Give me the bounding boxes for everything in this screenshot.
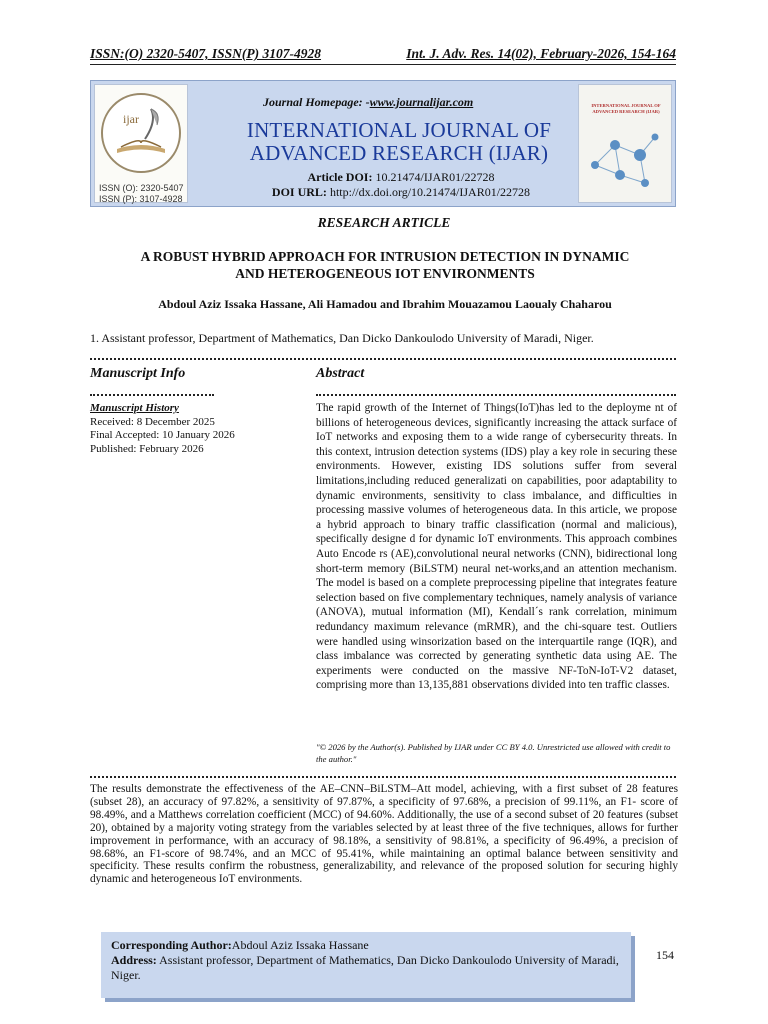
corresponding-author-label: Corresponding Author: <box>111 938 232 952</box>
molecule-graphic-icon <box>585 125 667 197</box>
journal-title-line2: ADVANCED RESEARCH (IJAR) <box>249 141 549 165</box>
paper-title-line2: AND HETEROGENEOUS IOT ENVIRONMENTS <box>235 266 535 281</box>
doi-url-link[interactable]: http://dx.doi.org/10.21474/IJAR01/22728 <box>329 185 531 199</box>
address-label: Address: <box>111 953 157 967</box>
abstract-body: The rapid growth of the Internet of Things(IoT)has led to the deployme nt of billions of heterogeneous devices, significantly increasing the attack surface of IoT networks and exposing them to a wide range of cybersecurity threats. In this context, intrusion detection systems (IDS) play a key role in securing these environments. However, existing IDS solutions suffer from several limitations,including reduced generalizati on capabilities, poor adaptability to dynamic environments, sensitivity to class imbalance, and difficulties in processing massive volumes of heterogeneous data. In this article, we propose a hybrid approach to binary traffic classification (normal and malicious), specifically designe d for dynamic IoT environments. This approach combines Auto Encode rs (AE),convolutional neural networks (CNN), bidirectional long short-term memory (BiLSTM) neural net-works,and an attention mechanism. The model is based on a complete preprocessing pipeline that integrates feature selection based on five complementary techniques, namely analysis of variance (ANOVA), mutual information (MI), Kendall´s rank correlation, minimum redundancy maximum relevance (mRMR), and the chi-square test. Outliers were handled using winsorization based on the interquartile range (IQR), and class imbalance was corrected by generating synthetic data using AE. The experiments were conducted on the massive NF-ToN-IoT-V2 dataset, comprising more than 13,135,881 observations divided into ten traffic classes. <box>316 402 677 692</box>
running-head <box>90 46 676 65</box>
paper-title-line1: A ROBUST HYBRID APPROACH FOR INTRUSION DETECTION IN DYNAMIC <box>140 249 630 264</box>
article-doi <box>241 170 561 184</box>
doi-url <box>241 185 561 199</box>
corresponding-author-box <box>101 932 631 998</box>
banner-issn-o: ISSN (O): 2320-5407 <box>99 183 184 193</box>
manuscript-history-title: Manuscript History <box>90 402 179 414</box>
divider <box>90 776 676 778</box>
banner-issn-p: ISSN (P): 3107-4928 <box>99 194 183 204</box>
journal-title-line1: INTERNATIONAL JOURNAL OF <box>246 118 552 142</box>
logo-text: ijar <box>123 112 139 126</box>
journal-title <box>219 119 579 165</box>
license-note: "© 2026 by the Author(s). Published by IJAR under CC BY 4.0. Unrestricted use allowed with credit to the author." <box>316 742 671 764</box>
manuscript-history <box>90 402 300 456</box>
author-affiliation: 1. Assistant professor, Department of Mathematics, Dan Dicko Dankoulodo University of Maradi, Niger. <box>90 331 594 345</box>
article-type: RESEARCH ARTICLE <box>317 215 451 230</box>
doi-url-label: DOI URL: <box>271 185 327 199</box>
corresponding-author-name: Abdoul Aziz Issaka Hassane <box>231 938 369 952</box>
paper-title <box>100 248 670 282</box>
divider <box>90 394 214 396</box>
accepted-date: Final Accepted: 10 January 2026 <box>90 429 235 441</box>
received-date: Received: 8 December 2025 <box>90 415 215 428</box>
homepage-link[interactable]: www.journalijar.com <box>369 95 474 109</box>
journal-homepage <box>263 95 473 110</box>
divider <box>316 394 676 396</box>
homepage-label: Journal Homepage: - <box>263 95 370 109</box>
journal-logo <box>94 84 188 203</box>
corresponding-address: Assistant professor, Department of Mathematics, Dan Dicko Dankoulodo University of Maradi, Niger. <box>111 953 619 982</box>
abstract-heading: Abstract <box>316 366 365 381</box>
journal-cover-thumbnail <box>578 84 672 203</box>
author-list: Abdoul Aziz Issaka Hassane, Ali Hamadou and Ibrahim Mouazamou Laoualy Chaharou <box>158 297 612 311</box>
banner-issn <box>99 183 189 205</box>
manuscript-info-heading: Manuscript Info <box>90 366 186 381</box>
ijar-logo-icon <box>99 91 183 175</box>
journal-banner <box>90 80 676 207</box>
page-number: 154 <box>656 948 674 962</box>
article-doi-value: 10.21474/IJAR01/22728 <box>375 170 495 184</box>
abstract-results-paragraph: The results demonstrate the effectiveness of the AE–CNN–BiLSTM–Att model, achieving, with a first subset of 28 features (subset 28), an accuracy of 97.82%, a sensitivity of 97.87%, a specificity of 97.68%, a precision of 99.11%, an F1- score of 98.49%, and a Matthews correlation coefficient (MCC) of 94.60%. Additionally, the use of a second subset of 20 features (subset 20), obtained by a majority voting strategy from the variables selected by at least three of the five techniques, allows for further improvement in performance, with an accuracy of 98.18%, a sensitivity of 98.81%, a specificity of 96.49%, a precision of 98.68%, an F1-score of 98.74%, and an MCC of 95.41%, while maintaining an optimal balance between sensitivity and specificity. These results confirm the robustness, generalizability, and relevance of the proposed solution for securing highly dynamic and heterogeneous IoT environments. <box>90 783 678 886</box>
running-head-citation: Int. J. Adv. Res. 14(02), February-2026, 154-164 <box>406 46 676 61</box>
divider <box>90 358 676 360</box>
article-doi-label: Article DOI: <box>307 170 373 184</box>
published-date: Published: February 2026 <box>90 442 204 455</box>
running-head-issn: ISSN:(O) 2320-5407, ISSN(P) 3107-4928 <box>90 46 322 61</box>
cover-title: INTERNATIONAL JOURNAL OF ADVANCED RESEARCH (IJAR) <box>591 103 661 114</box>
